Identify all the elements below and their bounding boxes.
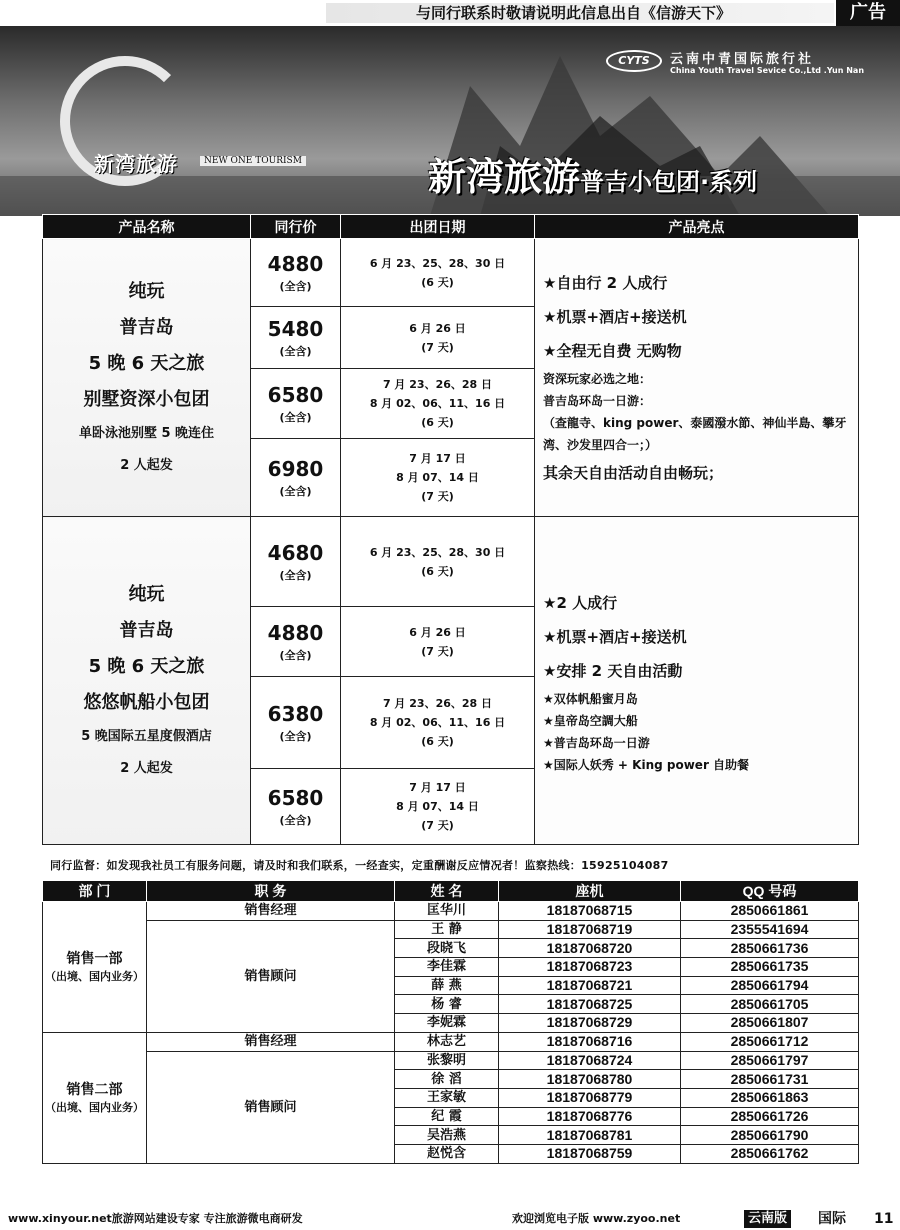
staff-phone: 18187068719 xyxy=(499,920,681,939)
price-cell xyxy=(251,369,341,439)
product-table xyxy=(42,214,859,845)
highlight-item: 普吉岛环岛一日游： xyxy=(543,393,652,408)
contact-table-header xyxy=(43,881,859,902)
price-value: 6980 xyxy=(267,456,324,481)
department-cell xyxy=(43,1032,147,1163)
highlight-item: 其余天自由活动自由畅玩； xyxy=(543,463,724,482)
staff-phone: 18187068716 xyxy=(499,1032,681,1051)
product-row xyxy=(43,239,859,307)
staff-name: 纪 霞 xyxy=(395,1107,499,1126)
banner xyxy=(0,26,900,216)
price-note: (全含) xyxy=(279,410,312,424)
highlight-item: （查龍寺、king power、泰國潑水節、神仙半島、攀牙湾、沙发里四合一；） xyxy=(543,415,847,452)
date-line: 6 月 26 日 xyxy=(409,625,466,639)
price-cell xyxy=(251,307,341,369)
staff-name: 林志艺 xyxy=(395,1032,499,1051)
staff-qq: 2850661863 xyxy=(681,1088,859,1107)
dates-cell xyxy=(341,677,535,769)
price-cell xyxy=(251,607,341,677)
footer-left: www.xinyour.net旅游网站建设专家 专注旅游微电商研发 xyxy=(8,1212,303,1225)
date-line: (6 天) xyxy=(421,564,454,578)
header-product-name: 产品名称 xyxy=(43,215,251,239)
date-line: 6 月 23、25、28、30 日 xyxy=(369,545,506,559)
dates-cell xyxy=(341,439,535,517)
date-line: (7 天) xyxy=(421,819,454,832)
contact-table xyxy=(42,880,859,1164)
agency-name-en: China Youth Travel Sevice Co.,Ltd .Yun Nan xyxy=(670,66,865,75)
price-cell xyxy=(251,677,341,769)
source-notice: 与同行联系时敬请说明此信息出自《信游天下》 xyxy=(326,3,834,23)
product-name-line: 普吉岛 xyxy=(119,619,174,641)
dates-cell xyxy=(341,769,535,845)
staff-name: 张黎明 xyxy=(395,1051,499,1070)
price-value: 6580 xyxy=(267,785,324,810)
staff-row xyxy=(43,1051,859,1070)
staff-name: 徐 滔 xyxy=(395,1070,499,1089)
price-value: 4680 xyxy=(267,540,324,565)
staff-phone: 18187068715 xyxy=(499,902,681,921)
department-note: （出境、国内业务） xyxy=(45,970,144,984)
staff-qq: 2850661797 xyxy=(681,1051,859,1070)
date-line: 7 月 23、26、28 日 xyxy=(382,697,493,710)
highlight-item: 资深玩家必选之地： xyxy=(543,371,652,386)
role-cell: 销售顾问 xyxy=(147,1051,395,1163)
date-line: (7 天) xyxy=(421,644,454,658)
department-cell xyxy=(43,902,147,1033)
price-cell xyxy=(251,439,341,517)
product-name-cell xyxy=(43,239,251,517)
date-line: 7 月 23、26、28 日 xyxy=(382,378,493,391)
department-name: 销售二部 xyxy=(66,1082,123,1099)
product-name-line: 悠悠帆船小包团 xyxy=(83,691,210,713)
price-cell xyxy=(251,239,341,307)
staff-qq: 2850661731 xyxy=(681,1070,859,1089)
staff-qq: 2355541694 xyxy=(681,920,859,939)
staff-row xyxy=(43,902,859,921)
staff-phone: 18187068776 xyxy=(499,1107,681,1126)
product-name-line: 5 晚 6 天之旅 xyxy=(88,352,205,374)
page-number: 11 xyxy=(874,1211,894,1227)
product-table-header xyxy=(43,215,859,239)
footer xyxy=(0,1208,900,1230)
staff-phone: 18187068729 xyxy=(499,1014,681,1033)
highlight-item: ★机票+酒店+接送机 xyxy=(543,627,687,646)
staff-name: 赵悦含 xyxy=(395,1144,499,1163)
date-line: 6 月 23、25、28、30 日 xyxy=(369,256,506,270)
staff-phone: 18187068779 xyxy=(499,1088,681,1107)
staff-name: 李佳霖 xyxy=(395,958,499,977)
header-name: 姓 名 xyxy=(395,881,499,902)
headline-main: 新湾旅游 xyxy=(428,155,581,199)
agency-name-cn: 云南中青国际旅行社 xyxy=(670,52,815,67)
agency-info xyxy=(606,46,886,94)
product-name-line: 纯玩 xyxy=(128,280,165,302)
staff-phone: 18187068725 xyxy=(499,995,681,1014)
staff-qq: 2850661762 xyxy=(681,1144,859,1163)
role-cell: 销售经理 xyxy=(147,902,395,921)
price-value: 6580 xyxy=(267,382,324,407)
dates-cell xyxy=(341,307,535,369)
highlight-item: ★全程无自费 无购物 xyxy=(543,341,682,360)
staff-name: 匡华川 xyxy=(395,902,499,921)
footer-right: 欢迎浏览电子版 www.zyoo.net xyxy=(512,1212,681,1225)
price-note: (全含) xyxy=(279,729,312,743)
product-name-sub: 单卧泳池别墅 5 晚连住 xyxy=(78,425,215,441)
staff-name: 吴浩燕 xyxy=(395,1126,499,1145)
product-name-cell xyxy=(43,517,251,845)
staff-qq: 2850661807 xyxy=(681,1014,859,1033)
date-line: 8 月 07、14 日 xyxy=(396,471,479,484)
highlight-item: ★国际人妖秀 + King power 自助餐 xyxy=(543,757,750,772)
date-line: 7 月 17 日 xyxy=(409,452,466,465)
date-line: 8 月 02、06、11、16 日 xyxy=(369,397,506,410)
header-role: 职 务 xyxy=(147,881,395,902)
highlight-item: ★普吉岛环岛一日游 xyxy=(543,735,650,750)
price-note: (全含) xyxy=(279,648,312,662)
price-note: (全含) xyxy=(279,484,312,498)
staff-qq: 2850661705 xyxy=(681,995,859,1014)
highlight-item: ★皇帝岛空調大船 xyxy=(543,713,638,728)
department-name: 销售一部 xyxy=(66,951,123,968)
date-line: (6 天) xyxy=(421,416,454,429)
staff-phone: 18187068759 xyxy=(499,1144,681,1163)
staff-qq: 2850661712 xyxy=(681,1032,859,1051)
dates-cell xyxy=(341,369,535,439)
date-line: (7 天) xyxy=(421,490,454,503)
header-price: 同行价 xyxy=(251,215,341,239)
product-name-line: 纯玩 xyxy=(128,583,165,605)
headline-sub: 普吉小包团·系列 xyxy=(580,168,758,196)
staff-qq: 2850661736 xyxy=(681,939,859,958)
staff-name: 段晓飞 xyxy=(395,939,499,958)
role-cell: 销售顾问 xyxy=(147,920,395,1032)
product-name-sub: 5 晚国际五星度假酒店 xyxy=(81,728,212,744)
product-name-line: 普吉岛 xyxy=(119,316,174,338)
staff-qq: 2850661790 xyxy=(681,1126,859,1145)
staff-phone: 18187068780 xyxy=(499,1070,681,1089)
price-note: (全含) xyxy=(279,568,312,582)
header-phone: 座机 xyxy=(499,881,681,902)
staff-row xyxy=(43,1032,859,1051)
header-qq: QQ 号码 xyxy=(681,881,859,902)
highlight-item: ★机票+酒店+接送机 xyxy=(543,307,687,326)
highlight-item: ★2 人成行 xyxy=(543,593,618,612)
supervision-notice: 同行监督：如发现我社员工有服务问题，请及时和我们联系，一经查实，定重酬谢反应情况者！监察热线：15925104087 xyxy=(50,859,669,872)
product-name-line: 别墅资深小包团 xyxy=(83,388,210,410)
product-row xyxy=(43,517,859,607)
price-note: (全含) xyxy=(279,344,312,358)
staff-qq: 2850661861 xyxy=(681,902,859,921)
staff-phone: 18187068720 xyxy=(499,939,681,958)
product-name-sub: 2 人起发 xyxy=(120,760,173,776)
role-cell: 销售经理 xyxy=(147,1032,395,1051)
dates-cell xyxy=(341,239,535,307)
staff-phone: 18187068781 xyxy=(499,1126,681,1145)
footer-edition-badge: 云南版 xyxy=(744,1210,791,1228)
price-value: 4880 xyxy=(267,251,324,276)
product-name-line: 5 晚 6 天之旅 xyxy=(88,655,205,677)
staff-row xyxy=(43,920,859,939)
price-note: (全含) xyxy=(279,813,312,827)
staff-phone: 18187068723 xyxy=(499,958,681,977)
staff-name: 李妮霖 xyxy=(395,1014,499,1033)
price-cell xyxy=(251,517,341,607)
date-line: 7 月 17 日 xyxy=(409,781,466,794)
highlight-item: ★自由行 2 人成行 xyxy=(543,273,668,292)
highlights-cell xyxy=(535,517,859,845)
highlights-cell xyxy=(535,239,859,517)
footer-section: 国际 xyxy=(818,1211,846,1227)
price-value: 4880 xyxy=(267,620,324,645)
header-highlights: 产品亮点 xyxy=(535,215,859,239)
highlight-item: ★安排 2 天自由活動 xyxy=(543,661,683,680)
dates-cell xyxy=(341,517,535,607)
highlight-item: ★双体帆船蜜月岛 xyxy=(543,691,638,706)
date-line: 8 月 07、14 日 xyxy=(396,800,479,813)
staff-name: 薛 燕 xyxy=(395,976,499,995)
staff-name: 杨 睿 xyxy=(395,995,499,1014)
headline xyxy=(428,146,757,201)
staff-name: 王 静 xyxy=(395,920,499,939)
staff-qq: 2850661726 xyxy=(681,1107,859,1126)
product-name-sub: 2 人起发 xyxy=(120,457,173,473)
brand-name-en: NEW ONE TOURISM xyxy=(200,156,306,166)
staff-qq: 2850661735 xyxy=(681,958,859,977)
header-dates: 出团日期 xyxy=(341,215,535,239)
staff-name: 王家敏 xyxy=(395,1088,499,1107)
date-line: (7 天) xyxy=(421,340,454,354)
brand-logo xyxy=(50,46,310,196)
ad-tag: 广告 xyxy=(836,0,900,26)
price-value: 6380 xyxy=(267,701,324,726)
date-line: 8 月 02、06、11、16 日 xyxy=(369,716,506,729)
staff-phone: 18187068724 xyxy=(499,1051,681,1070)
header-dept: 部 门 xyxy=(43,881,147,902)
agency-logo: CYTS xyxy=(606,50,662,72)
price-value: 5480 xyxy=(267,316,324,341)
staff-phone: 18187068721 xyxy=(499,976,681,995)
dates-cell xyxy=(341,607,535,677)
date-line: (6 天) xyxy=(421,275,454,289)
date-line: 6 月 26 日 xyxy=(409,321,466,335)
date-line: (6 天) xyxy=(421,735,454,748)
staff-qq: 2850661794 xyxy=(681,976,859,995)
price-cell xyxy=(251,769,341,845)
department-note: （出境、国内业务） xyxy=(45,1101,144,1115)
brand-name-cn: 新湾旅游 xyxy=(94,152,178,176)
price-note: (全含) xyxy=(279,279,312,293)
top-bar xyxy=(0,0,900,26)
